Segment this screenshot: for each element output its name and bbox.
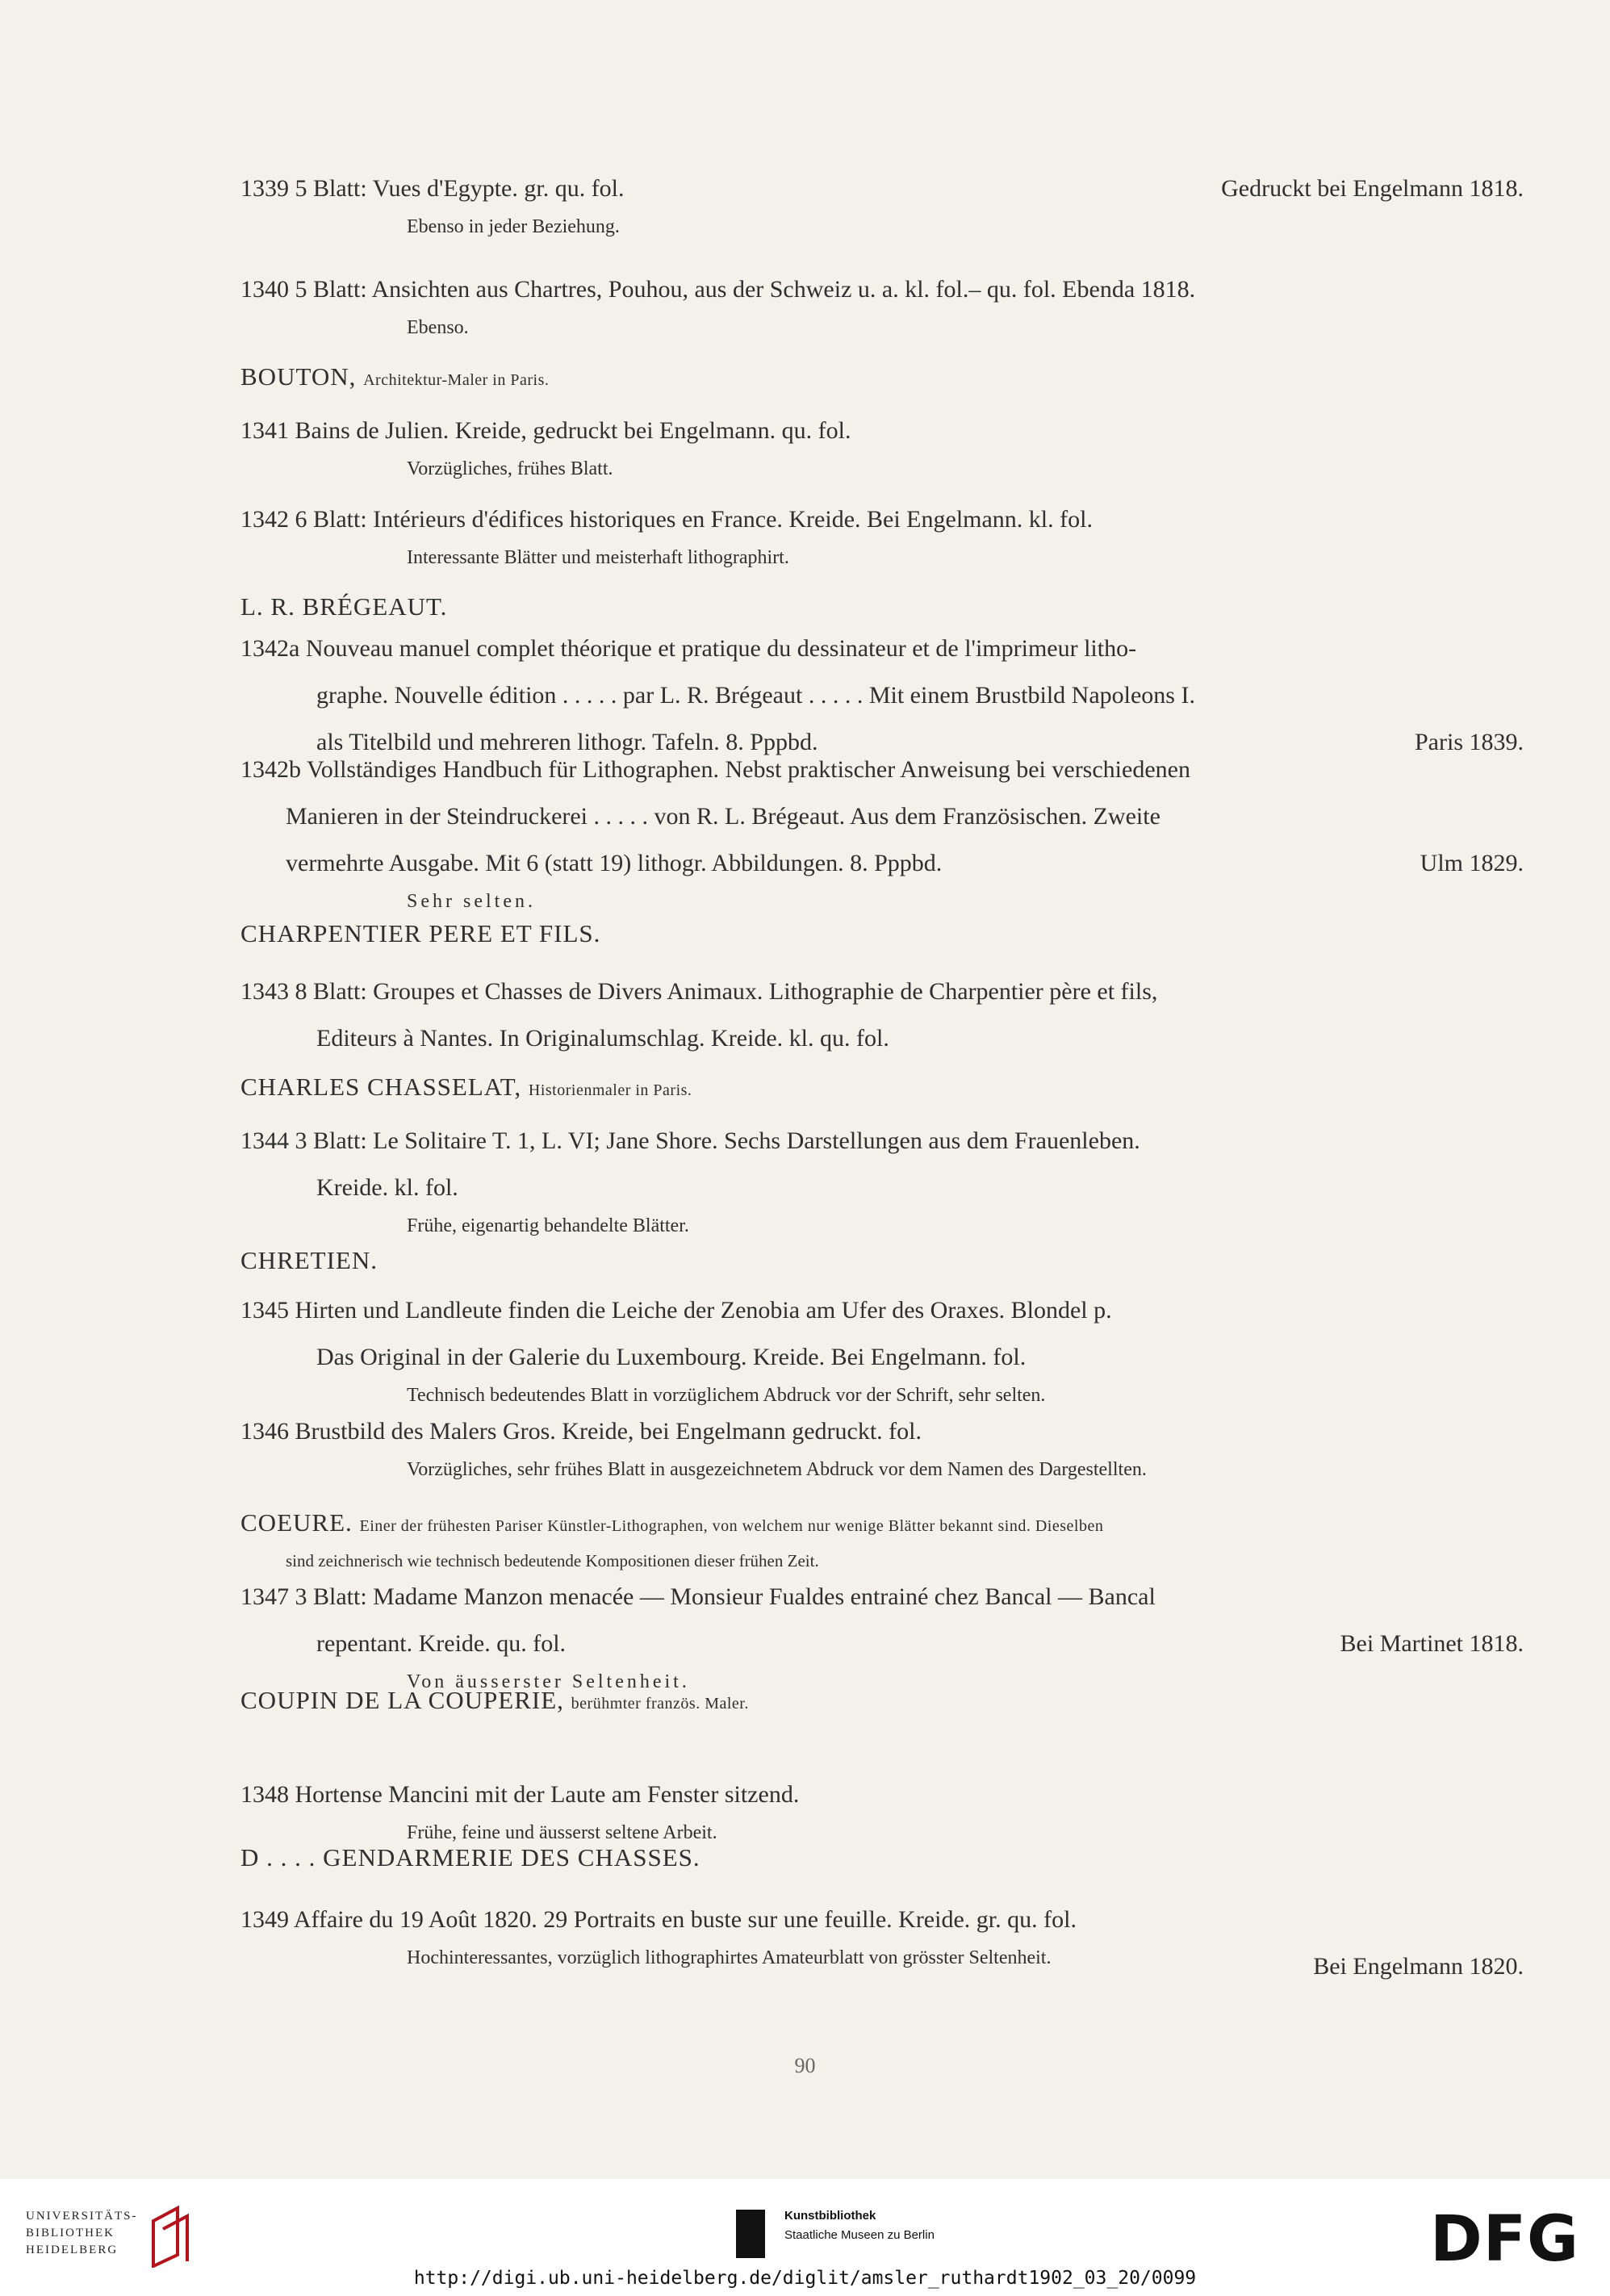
- artist-name: [240, 1679, 1524, 1725]
- entry-line: [240, 408, 1524, 454]
- artist-description-continued: sind zeichnerisch wie technisch bedeutende Kompositionen dieser frühen Zeit.: [286, 1551, 819, 1570]
- catalog-entry: [240, 747, 1524, 916]
- entry-line: [240, 1334, 1524, 1381]
- entry-note: Sehr selten.: [407, 891, 536, 912]
- entry-publisher: Ulm 1829.: [1420, 850, 1524, 876]
- artist-description: Historienmaler in Paris.: [528, 1081, 692, 1099]
- entry-line: [240, 1165, 1524, 1211]
- catalog-entry: [240, 496, 1524, 572]
- entry-text: graphe. Nouvelle édition . . . . . par L. R. Brégeaut . . . . . Mit einem Brustbild Napoleons I.: [316, 682, 1195, 709]
- entry-text: Kreide. kl. fol.: [316, 1174, 458, 1201]
- entry-note: Von äusserster Seltenheit.: [407, 1671, 690, 1692]
- entry-note: Vorzügliches, sehr frühes Blatt in ausgezeichnetem Abdruck vor dem Namen des Dargestellten.: [407, 1459, 1147, 1480]
- entry-line: [240, 968, 1524, 1015]
- entry-line: [240, 1621, 1524, 1667]
- page-url[interactable]: http://digi.ub.uni-heidelberg.de/diglit/amsler_ruthardt1902_03_20/0099: [413, 2268, 1197, 2289]
- entry-text: 1340 5 Blatt: Ansichten aus Chartres, Pouhou, aus der Schweiz u. a. kl. fol.– qu. fol. Ebenda 1818.: [240, 276, 1196, 303]
- artist-heading: [240, 1836, 1524, 1880]
- entry-text: 1348 Hortense Mancini mit der Laute am Fenster sitzend.: [240, 1781, 800, 1808]
- ub-heidelberg-logo[interactable]: [26, 2208, 138, 2259]
- entry-publisher: Gedruckt bei Engelmann 1818.: [1221, 175, 1524, 202]
- artist-name-text: CHARPENTIER PERE ET FILS.: [240, 919, 601, 947]
- kunstbibliothek-logo-icon: [736, 2210, 765, 2258]
- catalog-entry: [240, 266, 1524, 342]
- dfg-logo[interactable]: DFG: [1430, 2203, 1580, 2276]
- entry-note: Ebenso in jeder Beziehung.: [407, 216, 620, 237]
- entry-line: [240, 496, 1524, 543]
- artist-name-text: CHRETIEN.: [240, 1246, 378, 1274]
- entry-line: [240, 1574, 1524, 1621]
- entry-text: 1344 3 Blatt: Le Solitaire T. 1, L. VI; Jane Shore. Sechs Darstellungen aus dem Frauenleben.: [240, 1127, 1140, 1154]
- artist-name: [240, 1501, 1524, 1548]
- entry-line: [240, 1118, 1524, 1165]
- artist-name-text: BOUTON,: [240, 362, 357, 391]
- artist-name: [240, 1836, 1524, 1880]
- entry-text: 1345 Hirten und Landleute finden die Leiche der Zenobia am Ufer des Oraxes. Blondel p.: [240, 1297, 1112, 1324]
- entry-line: [240, 793, 1524, 840]
- entry-text: 1342b Vollständiges Handbuch für Lithographen. Nebst praktischer Anweisung bei verschiedenen: [240, 756, 1190, 783]
- entry-text: als Titelbild und mehreren lithogr. Tafeln. 8. Pppbd.: [316, 729, 818, 755]
- entry-text: 1349 Affaire du 19 Août 1820. 29 Portraits en buste sur une feuille. Kreide. gr. qu. fol.: [240, 1906, 1077, 1933]
- entry-publisher: Bei Martinet 1818.: [1340, 1630, 1524, 1657]
- artist-name-text: COEURE.: [240, 1508, 353, 1537]
- ub-line-1: UNIVERSITÄTS-: [26, 2210, 138, 2223]
- artist-heading: [240, 1239, 1524, 1282]
- entry-text: Editeurs à Nantes. In Originalumschlag. Kreide. kl. qu. fol.: [316, 1025, 889, 1052]
- catalog-entry: [240, 1897, 1524, 1990]
- entry-publisher: Bei Engelmann 1820.: [1313, 1953, 1524, 1980]
- artist-name: [240, 1065, 1524, 1112]
- artist-name-text: COUPIN DE LA COUPERIE,: [240, 1686, 564, 1714]
- kunstbibliothek-logo[interactable]: [784, 2206, 935, 2245]
- entry-text: 1343 8 Blatt: Groupes et Chasses de Divers Animaux. Lithographie de Charpentier père et fils,: [240, 978, 1158, 1005]
- entry-text: 1339 5 Blatt: Vues d'Egypte. gr. qu. fol.: [240, 175, 625, 202]
- entry-text: 1342a Nouveau manuel complet théorique et pratique du dessinateur et de l'imprimeur litho-: [240, 635, 1137, 662]
- entry-line: [240, 1015, 1524, 1062]
- catalog-entry: [240, 625, 1524, 766]
- artist-name-text: D . . . . GENDARMERIE DES CHASSES.: [240, 1843, 700, 1872]
- entry-text: 1347 3 Blatt: Madame Manzon menacée — Monsieur Fualdes entrainé chez Bancal — Bancal: [240, 1583, 1156, 1610]
- ub-emblem-icon: [145, 2205, 192, 2268]
- artist-heading: [240, 585, 1524, 629]
- catalog-entry: [240, 1408, 1524, 1484]
- entry-note: Frühe, eigenartig behandelte Blätter.: [407, 1215, 689, 1236]
- ub-line-2: BIBLIOTHEK: [26, 2227, 115, 2240]
- artist-name-text: CHARLES CHASSELAT,: [240, 1073, 522, 1101]
- artist-heading: [240, 1501, 1524, 1574]
- page-number: 90: [794, 2054, 816, 2077]
- catalog-entry: [240, 165, 1524, 241]
- artist-heading: [240, 1679, 1524, 1725]
- entry-text: 1342 6 Blatt: Intérieurs d'édifices historiques en France. Kreide. Bei Engelmann. kl. fol.: [240, 506, 1093, 533]
- entry-line: [240, 1287, 1524, 1334]
- entry-note: Ebenso.: [407, 317, 469, 338]
- entry-note: Vorzügliches, frühes Blatt.: [407, 458, 613, 479]
- entry-text: Das Original in der Galerie du Luxembourg. Kreide. Bei Engelmann. fol.: [316, 1344, 1027, 1370]
- entry-note: Hochinteressantes, vorzüglich lithographirtes Amateurblatt von grösster Seltenheit.: [407, 1947, 1052, 1968]
- entry-text: 1341 Bains de Julien. Kreide, gedruckt bei Engelmann. qu. fol.: [240, 417, 851, 444]
- ub-line-3: HEIDELBERG: [26, 2244, 119, 2256]
- entry-note: Technisch bedeutendes Blatt in vorzüglichem Abdruck vor der Schrift, sehr selten.: [407, 1385, 1046, 1406]
- entry-line: [240, 266, 1524, 313]
- kb-name: Kunstbibliothek: [784, 2209, 876, 2223]
- artist-heading: [240, 1065, 1524, 1112]
- entry-line: [240, 672, 1524, 719]
- entry-text: Manieren in der Steindruckerei . . . . . von R. L. Brégeaut. Aus dem Französischen. Zweite: [286, 803, 1160, 830]
- entry-note: Frühe, feine und äusserst seltene Arbeit.: [407, 1822, 717, 1843]
- entry-line: [240, 625, 1524, 672]
- artist-heading: [240, 355, 1524, 402]
- catalog-entry: [240, 968, 1524, 1062]
- artist-name: [240, 1239, 1524, 1282]
- entry-note: Interessante Blätter und meisterhaft lithographirt.: [407, 547, 789, 568]
- entry-line: [240, 165, 1524, 212]
- entry-line: [240, 1897, 1524, 1943]
- entry-text: 1346 Brustbild des Malers Gros. Kreide, bei Engelmann gedruckt. fol.: [240, 1418, 922, 1445]
- artist-name-text: L. R. BRÉGEAUT.: [240, 592, 448, 621]
- artist-heading: [240, 912, 1524, 956]
- entry-line: [240, 840, 1524, 887]
- catalog-entry: [240, 1287, 1524, 1410]
- entry-line: [240, 1771, 1524, 1818]
- artist-name: [240, 355, 1524, 402]
- viewer-footer: [0, 2179, 1610, 2296]
- artist-description: Einer der frühesten Pariser Künstler-Lithographen, von welchem nur wenige Blätter bekannt sind. Dieselben: [359, 1517, 1104, 1535]
- kb-subtitle: Staatliche Museen zu Berlin: [784, 2228, 935, 2242]
- catalog-entry: [240, 408, 1524, 483]
- catalog-entry: [240, 1118, 1524, 1240]
- artist-name: [240, 912, 1524, 956]
- entry-line: [240, 1408, 1524, 1455]
- entry-text: vermehrte Ausgabe. Mit 6 (statt 19) lithogr. Abbildungen. 8. Pppbd.: [286, 850, 943, 876]
- artist-description: Architektur-Maler in Paris.: [363, 371, 550, 389]
- entry-text: repentant. Kreide. qu. fol.: [316, 1630, 567, 1657]
- entry-line: [240, 747, 1524, 793]
- artist-name: [240, 585, 1524, 629]
- entry-publisher: Paris 1839.: [1415, 729, 1524, 755]
- artist-description: berühmter französ. Maler.: [571, 1695, 749, 1713]
